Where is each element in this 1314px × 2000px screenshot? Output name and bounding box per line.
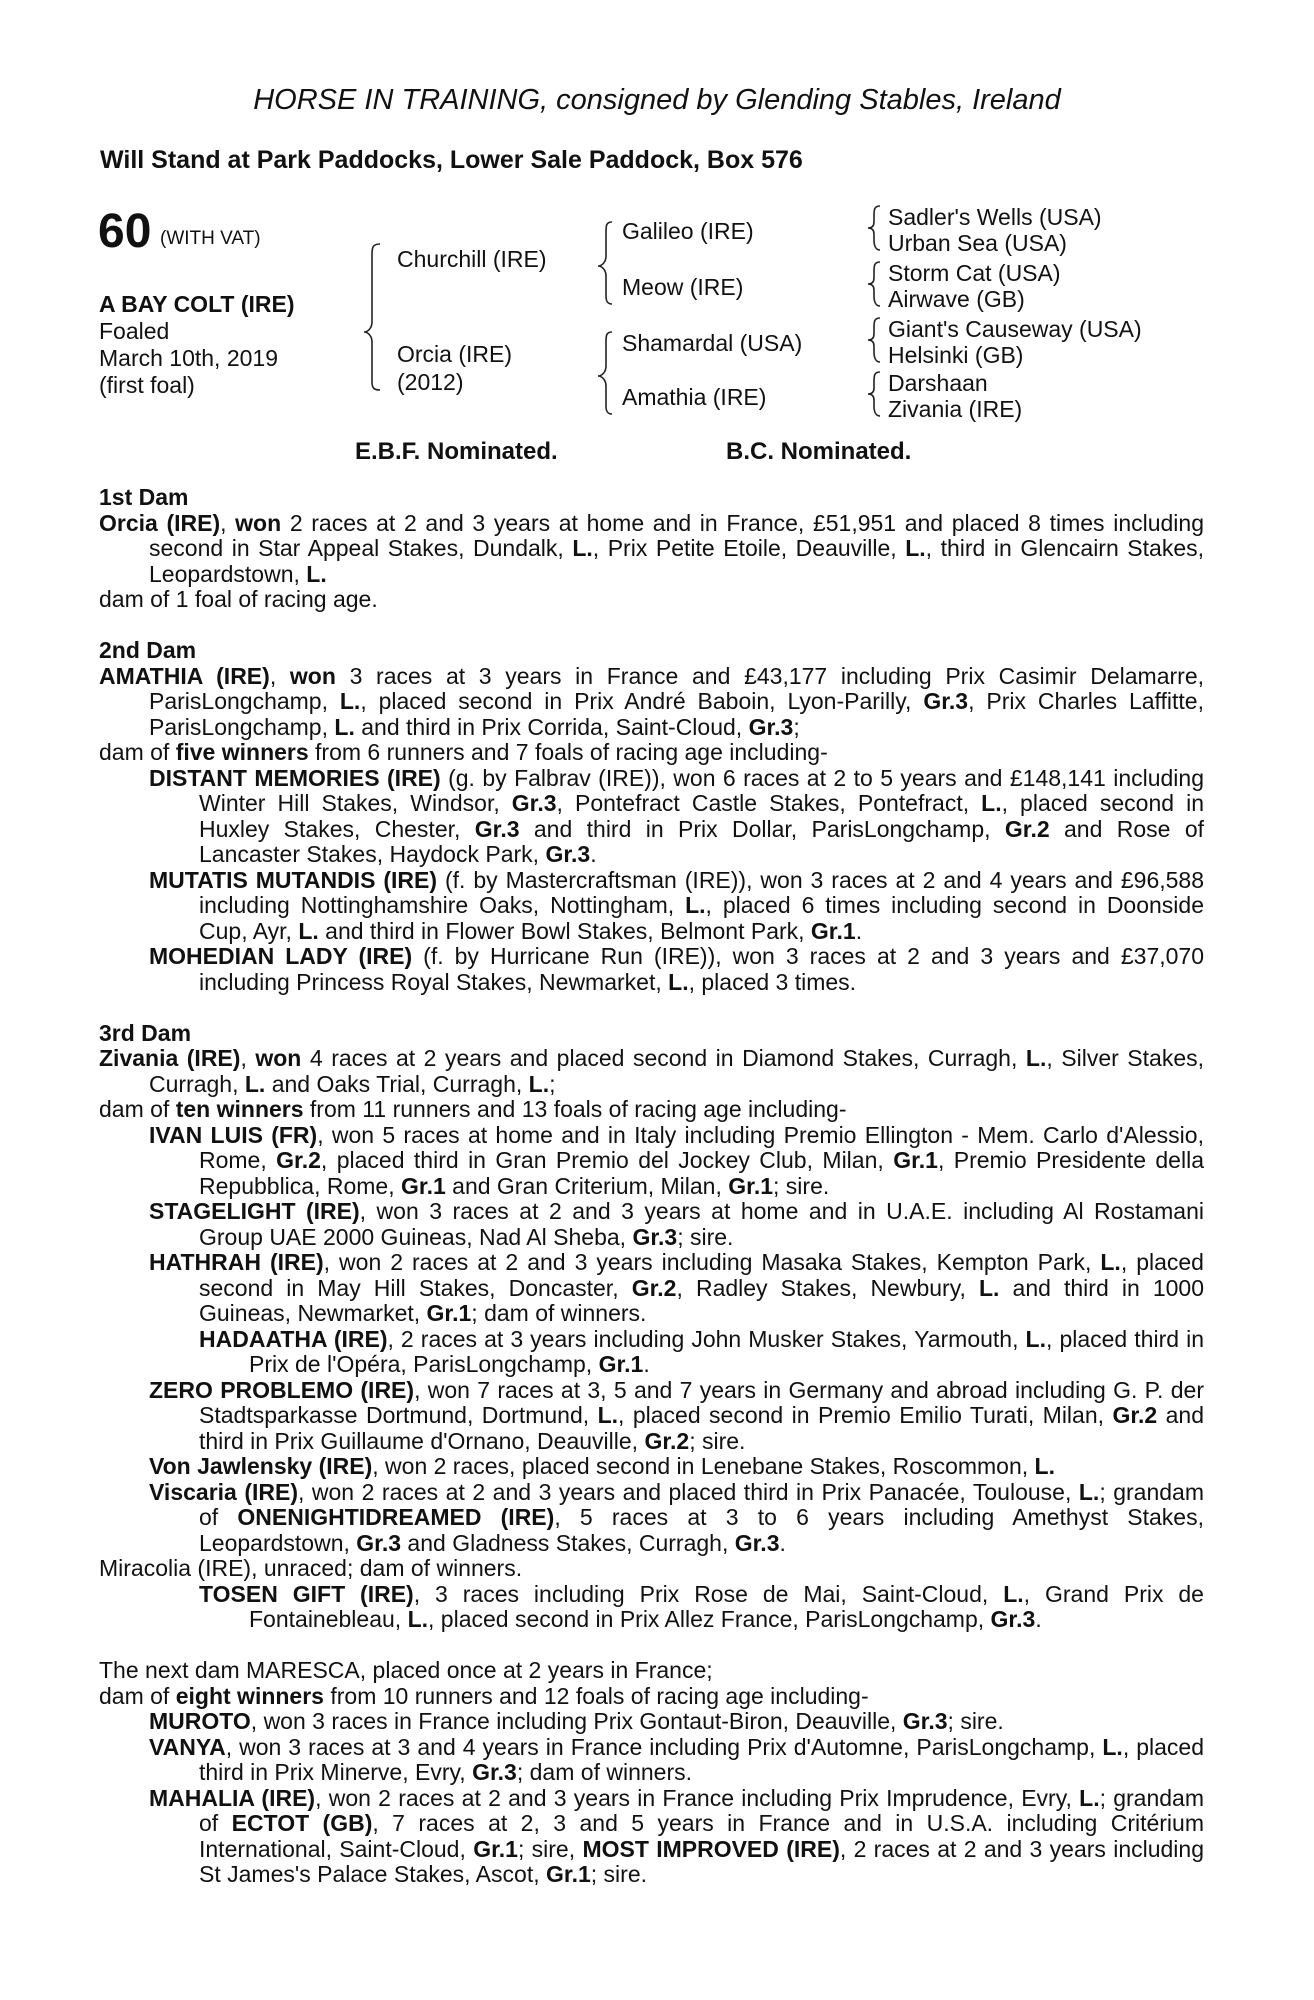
dam-sire: Shamardal (USA) [622, 330, 803, 356]
progeny-entry: Von Jawlensky (IRE), won 2 races, placed second in Lenebane Stakes, Roscommon, L. [149, 1453, 1055, 1479]
second-dam-heading: 2nd Dam [99, 637, 197, 663]
progeny-entry: HATHRAH (IRE), won 2 races at 2 and 3 years including Masaka Stakes, Kempton Park, L., placed second in May Hill Stakes, Doncaster, Gr.2, Radley Stakes, Newbury, L. and third in 1000 Guineas, Newmarket, Gr.1; dam of winners. [149, 1249, 1205, 1326]
second-dam-text: AMATHIA (IRE), won 3 races at 3 years in France and £43,177 including Prix Casimir Delamarre, ParisLongchamp, L., placed second in Prix André Baboin, Lyon-Parilly, Gr.3, Prix Charles Laffitte, ParisLongchamp, L. and third in Prix Corrida, Saint-Cloud, Gr.3; [99, 662, 1204, 740]
progeny-entry: DISTANT MEMORIES (IRE) (g. by Falbrav (IRE)), won 6 races at 2 to 5 years and £148,141 including Winter Hill Stakes, Windsor, Gr.3, Pontefract Castle Stakes, Pontefract, L., placed second in Huxley Stakes, Chester, Gr.3 and third in Prix Dollar, ParisLongchamp, Gr.2 and Rose of Lancaster Stakes, Haydock Park, Gr.3. [149, 764, 1204, 867]
progeny-entry: MAHALIA (IRE), won 2 races at 2 and 3 years in France including Prix Imprudence, Evry, L.; grandam of ECTOT (GB), 7 races at 2, 3 and 5 years in France and in U.S.A. including Critérium International, Saint-Cloud, Gr.1; sire, MOST IMPROVED (IRE), 2 races at 2 and 3 years including St James's Palace Stakes, Ascot, Gr.1; sire. [149, 1784, 1205, 1887]
third-dam-produce: dam of ten winners from 11 runners and 13 foals of racing age including- [99, 1096, 847, 1122]
first-dam-text: Orcia (IRE), won 2 races at 2 and 3 years at home and in France, £51,951 and placed 8 times including second in Star Appeal Stakes, Dundalk, L., Prix Petite Etoile, Deauville, L., third in Glencairn Stakes, Leopardstown, L. [99, 509, 1205, 587]
ebf-nomination: E.B.F. Nominated. [355, 438, 558, 465]
foaled-date: March 10th, 2019 [99, 345, 279, 371]
foaled-label: Foaled [99, 318, 170, 344]
progeny-entry: MUTATIS MUTANDIS (IRE) (f. by Mastercraftsman (IRE)), won 3 races at 2 and 4 years and £96,588 including Nottinghamshire Oaks, Nottingham, L., placed 6 times including second in Doonside Cup, Ayr, L. and third in Flower Bowl Stakes, Belmont Park, Gr.1. [149, 866, 1205, 944]
next-dam-text: The next dam MARESCA, placed once at 2 years in France; [99, 1657, 713, 1683]
second-dam-produce: dam of five winners from 6 runners and 7 foals of racing age including- [99, 739, 828, 765]
sire-name: Churchill (IRE) [397, 246, 547, 272]
third-dam-progeny [99, 1123, 1204, 1633]
ancestor-6: Helsinki (GB) [888, 342, 1024, 368]
third-dam-heading: 3rd Dam [99, 1019, 192, 1046]
progeny-entry: MUROTO, won 3 races in France including Prix Gontaut-Biron, Deauville, Gr.3; sire. [149, 1708, 1004, 1734]
progeny-entry: HADAATHA (IRE), 2 races at 3 years including John Musker Stakes, Yarmouth, L., placed third in Prix de l'Opéra, ParisLongchamp, Gr.1. [199, 1325, 1204, 1377]
first-dam-produce: dam of 1 foal of racing age. [99, 586, 378, 612]
ancestor-2: Urban Sea (USA) [888, 230, 1067, 256]
ancestor-4: Airwave (GB) [888, 286, 1025, 312]
lot-number: 60 [98, 205, 152, 258]
sire-dam: Meow (IRE) [622, 274, 744, 300]
stand-location: Will Stand at Park Paddocks, Lower Sale Paddock, Box 576 [100, 146, 803, 174]
horse-name: A BAY COLT (IRE) [99, 291, 295, 317]
foal-note: (first foal) [99, 372, 195, 398]
sire-sire: Galileo (IRE) [622, 218, 754, 244]
third-dam-text: Zivania (IRE), won 4 races at 2 years and placed second in Diamond Stakes, Curragh, L., Silver Stakes, Curragh, L. and Oaks Trial, Curragh, L.; [99, 1045, 1204, 1097]
dam-name: Orcia (IRE) [397, 341, 512, 367]
progeny-entry: ZERO PROBLEMO (IRE), won 7 races at 3, 5 and 7 years in Germany and abroad including G. P. der Stadtsparkasse Dortmund, Dortmund, L., placed second in Premio Emilio Turati, Milan, Gr.2 and third in Prix Guillaume d'Ornano, Deauville, Gr.2; sire. [149, 1376, 1205, 1454]
dam-line-details [99, 485, 1204, 1888]
ancestor-3: Storm Cat (USA) [888, 260, 1061, 286]
ancestor-8: Zivania (IRE) [888, 396, 1023, 422]
progeny-entry: MOHEDIAN LADY (IRE) (f. by Hurricane Run (IRE)), won 3 races at 2 and 3 years and £37,070 including Princess Royal Stakes, Newmarket, L., placed 3 times. [149, 943, 1205, 995]
progeny-entry: Viscaria (IRE), won 2 races at 2 and 3 years and placed third in Prix Panacée, Toulouse, L.; grandam of ONENIGHTIDREAMED (IRE), 5 races at 3 to 6 years including Amethyst Stakes, Leopardstown, Gr.3 and Gladness Stakes, Curragh, Gr.3. [149, 1478, 1205, 1556]
vat-note: (WITH VAT) [160, 228, 261, 249]
progeny-entry: STAGELIGHT (IRE), won 3 races at 2 and 3 years at home and in U.A.E. including Al Rostamani Group UAE 2000 Guineas, Nad Al Sheba, Gr.3; sire. [149, 1198, 1204, 1250]
progeny-entry: IVAN LUIS (FR), won 5 races at home and in Italy including Premio Ellington - Mem. Carlo d'Alessio, Rome, Gr.2, placed third in Gran Premio del Jockey Club, Milan, Gr.1, Premio Presidente della Repubblica, Rome, Gr.1 and Gran Criterium, Milan, Gr.1; sire. [149, 1121, 1204, 1199]
progeny-entry: VANYA, won 3 races at 3 and 4 years in France including Prix d'Automne, ParisLongchamp, L., placed third in Prix Minerve, Evry, Gr.3; dam of winners. [149, 1733, 1204, 1785]
ancestor-1: Sadler's Wells (USA) [888, 204, 1102, 230]
dam-dam: Amathia (IRE) [622, 384, 767, 410]
catalogue-title: HORSE IN TRAINING, consigned by Glending Stables, Ireland [253, 84, 1061, 116]
first-dam-heading: 1st Dam [99, 484, 189, 510]
dam-year: (2012) [397, 369, 464, 395]
ancestor-7: Darshaan [888, 370, 988, 396]
next-dam-progeny [99, 1709, 1204, 1888]
progeny-entry: Miracolia (IRE), unraced; dam of winners. [99, 1555, 523, 1581]
progeny-entry: TOSEN GIFT (IRE), 3 races including Prix Rose de Mai, Saint-Cloud, L., Grand Prix de Fontainebleau, L., placed second in Prix Allez France, ParisLongchamp, Gr.3. [199, 1580, 1204, 1632]
bc-nomination: B.C. Nominated. [726, 438, 912, 465]
next-dam-produce: dam of eight winners from 10 runners and 12 foals of racing age including- [99, 1682, 869, 1709]
second-dam-progeny [99, 766, 1204, 996]
ancestor-5: Giant's Causeway (USA) [888, 316, 1142, 342]
